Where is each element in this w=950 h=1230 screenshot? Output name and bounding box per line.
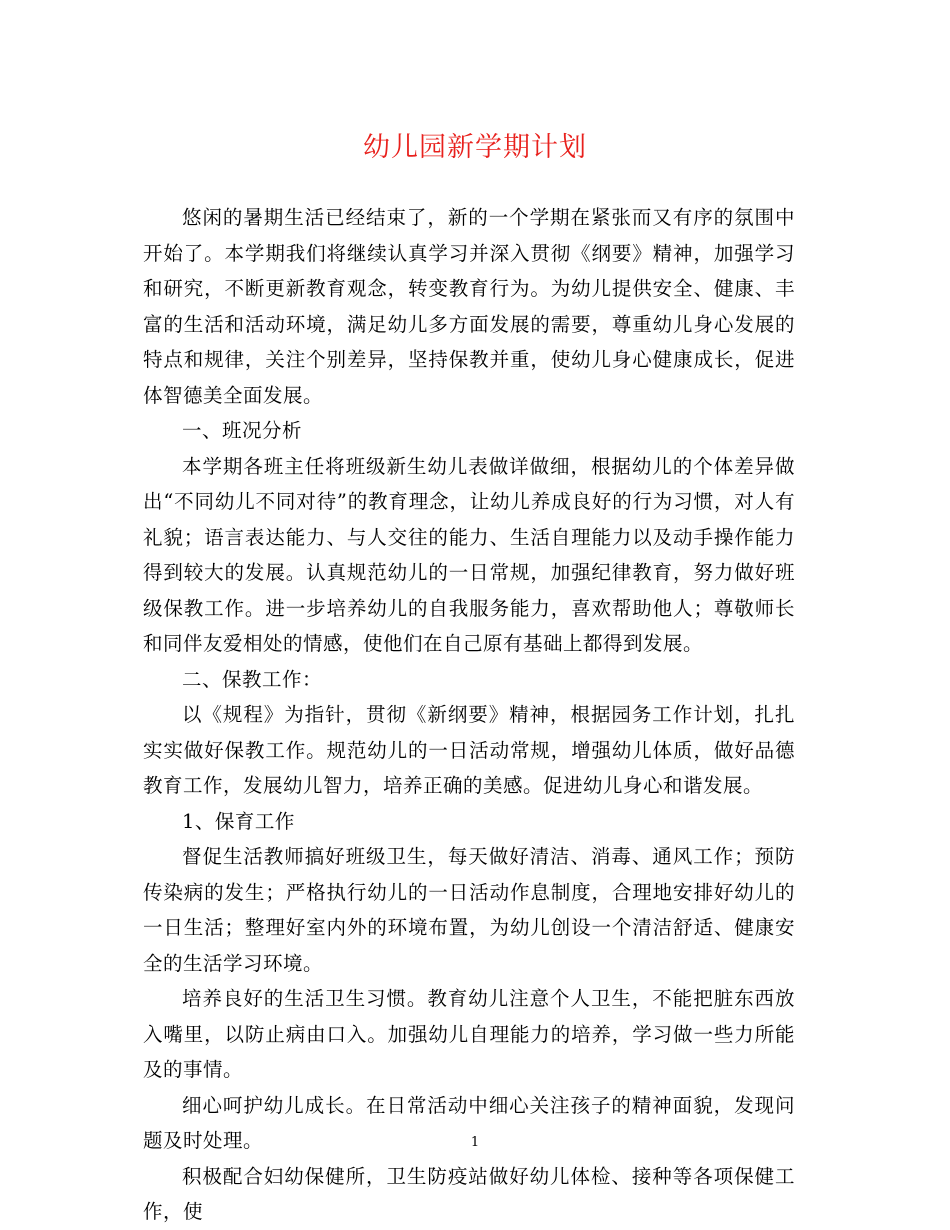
section-heading-class-analysis: 一、班况分析 [182, 419, 303, 442]
nursing-paragraph-care: 细心呵护幼儿成长。在日常活动中细心关注孩子的精神面貌，发现问题及时处理。 [143, 1093, 795, 1152]
nursing-paragraph-habits: 培养良好的生活卫生习惯。教育幼儿注意个人卫生，不能把脏东西放入嘴里，以防止病由口入。加强幼儿自理能力的培养，学习做一些力所能及的事情。 [143, 987, 795, 1081]
document-body [143, 200, 795, 1230]
section-heading-care-education: 二、保教工作： [182, 667, 323, 691]
subsection-heading-nursing: 1、保育工作 [182, 809, 295, 833]
document-title: 幼儿园新学期计划 [363, 132, 587, 163]
care-education-paragraph: 以《规程》为指针，贯彻《新纲要》精神，根据园务工作计划，扎扎实实做好保教工作。规范幼儿的一日活动常规，增强幼儿体质，做好品德教育工作，发展幼儿智力，培养正确的美感。促进幼儿身心和谐发展。 [143, 703, 795, 797]
nursing-paragraph-hygiene: 督促生活教师搞好班级卫生，每天做好清洁、消毒、通风工作；预防传染病的发生；严格执行幼儿的一日活动作息制度，合理地安排好幼儿的一日生活；整理好室内外的环境布置，为幼儿创设一个清洁舒适、健康安全的生活学习环境。 [143, 845, 795, 975]
intro-paragraph: 悠闲的暑期生活已经结束了，新的一个学期在紧张而又有序的氛围中开始了。本学期我们将继续认真学习并深入贯彻《纲要》精神，加强学习和研究，不断更新教育观念，转变教育行为。为幼儿提供安全、健康、丰富的生活和活动环境，满足幼儿多方面发展的需要，尊重幼儿身心发展的特点和规律，关注个别差异，坚持保教并重，使幼儿身心健康成长，促进体智德美全面发展。 [143, 206, 795, 407]
nursing-paragraph-health-checks: 积极配合妇幼保健所，卫生防疫站做好幼儿体检、接种等各项保健工作，使 [143, 1164, 795, 1223]
class-analysis-paragraph: 本学期各班主任将班级新生幼儿表做详做细，根据幼儿的个体差异做出“不同幼儿不同对待”的教育理念，让幼儿养成良好的行为习惯，对人有礼貌；语言表达能力、与人交往的能力、生活自理能力以及动手操作能力得到较大的发展。认真规范幼儿的一日常规，加强纪律教育，努力做好班级保教工作。进一步培养幼儿的自我服务能力，喜欢帮助他人；尊敬师长和同伴友爱相处的情感，使他们在自己原有基础上都得到发展。 [143, 454, 795, 655]
page-number: 1 [470, 1135, 480, 1150]
